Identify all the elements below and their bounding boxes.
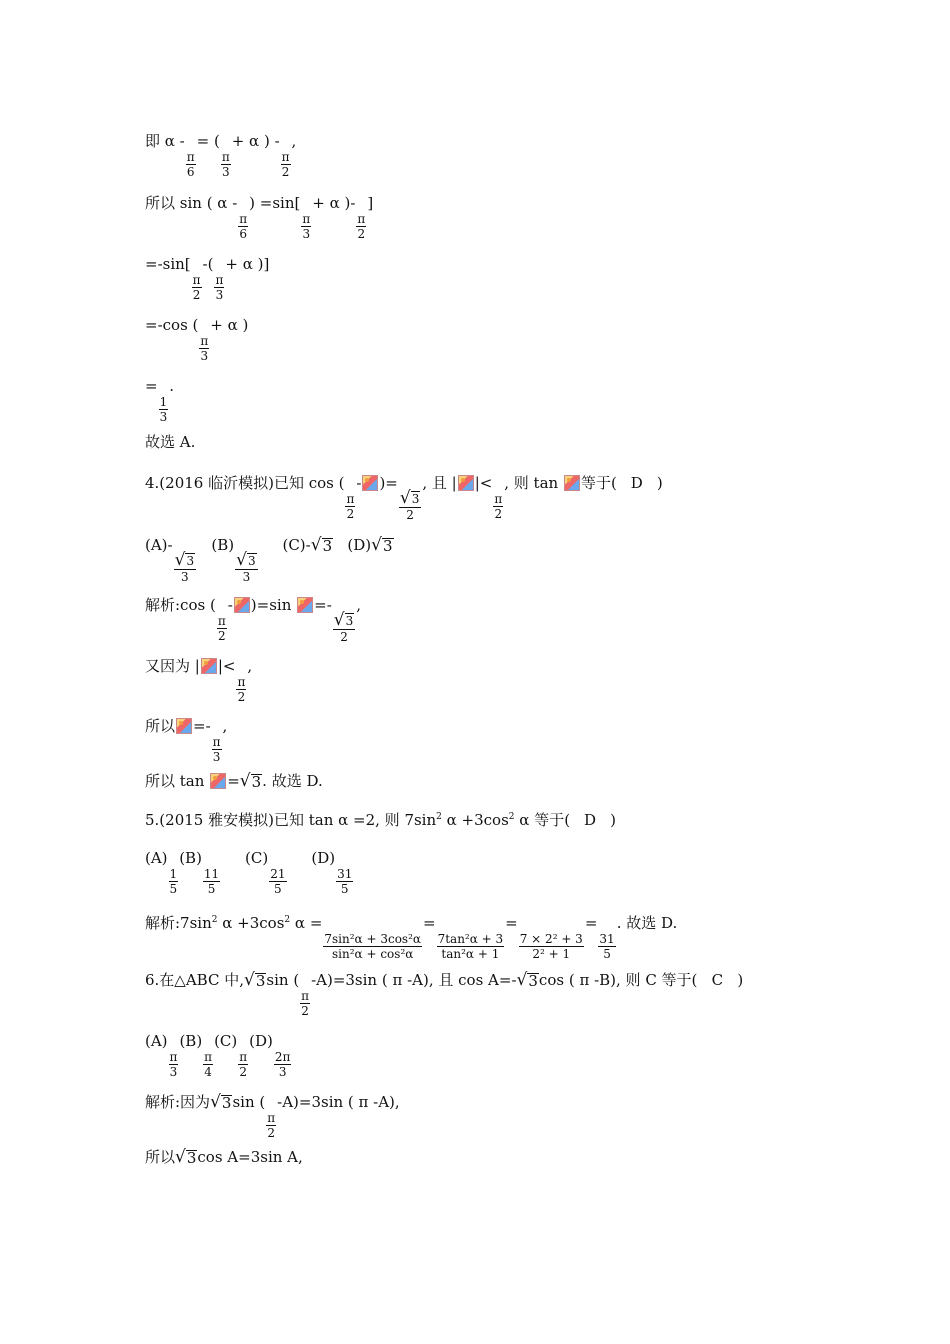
derivation-line-3: =-sin[ $\frac{\pi}{2}$ -( $\frac{\pi}{3}$ + α )]: [145, 255, 270, 302]
question-6-options: (A) $\frac{\pi}{3}$ (B) $\frac{\pi}{4}$ (C) $\frac{\pi}{2}$ (D) $\frac{2\pi}{3}$: [145, 1032, 291, 1079]
image-placeholder-icon: [201, 658, 217, 674]
image-placeholder-icon: [234, 597, 250, 613]
question-4-options: (A)- √ 3 3 (B) √ 3 3 (C)- √ 3 (D) √ 3: [145, 535, 393, 584]
derivation-line-2: 所以 sin ( α - $\frac{\pi}{6}$ ) =sin[ $\frac{\pi}{3}$ + α )- $\frac{\pi}{2}$ ]: [145, 194, 374, 241]
answer-c: C: [711, 971, 724, 989]
question-5-stem: 5.(2015 雅安模拟)已知 tan α =2, 则 $7\sin^2$ $\alpha +3\cos^2$ α 等于( D ): [145, 811, 616, 829]
image-placeholder-icon: [564, 475, 580, 491]
question-6-solution-2: 所以 √ 3 cos A=3sin A,: [145, 1147, 303, 1167]
answer-d: D: [584, 811, 597, 829]
answer-d: D: [630, 474, 643, 492]
question-4-solution-4: 所以 tan = √ 3 . 故选 D.: [145, 771, 323, 791]
question-4-solution-3: 所以 =- $\frac{\pi}{3}$ ,: [145, 717, 228, 764]
derivation-line-4: =-cos ( $\frac{\pi}{3}$ + α ): [145, 316, 249, 363]
question-4-solution-2: 又因为 | |< $\frac{\pi}{2}$ ,: [145, 657, 253, 704]
question-4-stem: 4.(2016 临沂模拟)已知 cos ( $\frac{\pi}{2}$ - )= √ 3 2 , 且 | |< $\frac{\pi}{2}$ , 则 tan 等于( D ): [145, 474, 663, 522]
image-placeholder-icon: [210, 773, 226, 789]
question-6-solution-1: 解析:因为 √ 3 sin ( $\frac{\pi}{2}$ -A)=3sin ( π -A),: [145, 1092, 400, 1140]
question-6-stem: 6.在△ABC 中, √ 3 sin ( $\frac{\pi}{2}$ -A)=3sin ( π -A), 且 cos A=- √ 3 cos ( π -B), 则 C 等于( C ): [145, 970, 744, 1018]
image-placeholder-icon: [362, 475, 378, 491]
question-5-solution: 解析$:7\sin^2$ $\alpha +3\cos^2$ α = $\frac{\text{7sin²α + 3cos²α}}{\text{sin²α + cos²α}}$ = $\frac{\text{7tan²α + 3}}{\text{tan²α + 1}}$ = $\frac{\text{7 × 2² + 3}}{\text{2² + 1}}$ = $\frac{31}{5}$ . 故选 D.: [145, 914, 678, 961]
derivation-line-1: 即 α - $\frac{\pi}{6}$ = ( $\frac{\pi}{3}$ + α ) - $\frac{\pi}{2}$ ,: [145, 132, 297, 179]
question-5-options: (A) $\frac{1}{5}$ (B) $\frac{11}{5}$ (C) $\frac{21}{5}$ (D) $\frac{31}{5}$: [145, 849, 353, 896]
image-placeholder-icon: [297, 597, 313, 613]
image-placeholder-icon: [458, 475, 474, 491]
image-placeholder-icon: [176, 718, 192, 734]
question-4-solution-1: 解析:cos ( $\frac{\pi}{2}$ - )=sin =- √ 3 2 ,: [145, 596, 362, 644]
derivation-line-5: = $\frac{1}{3}$ .: [145, 377, 174, 424]
answer-choice-line: 故选 A.: [145, 433, 196, 451]
